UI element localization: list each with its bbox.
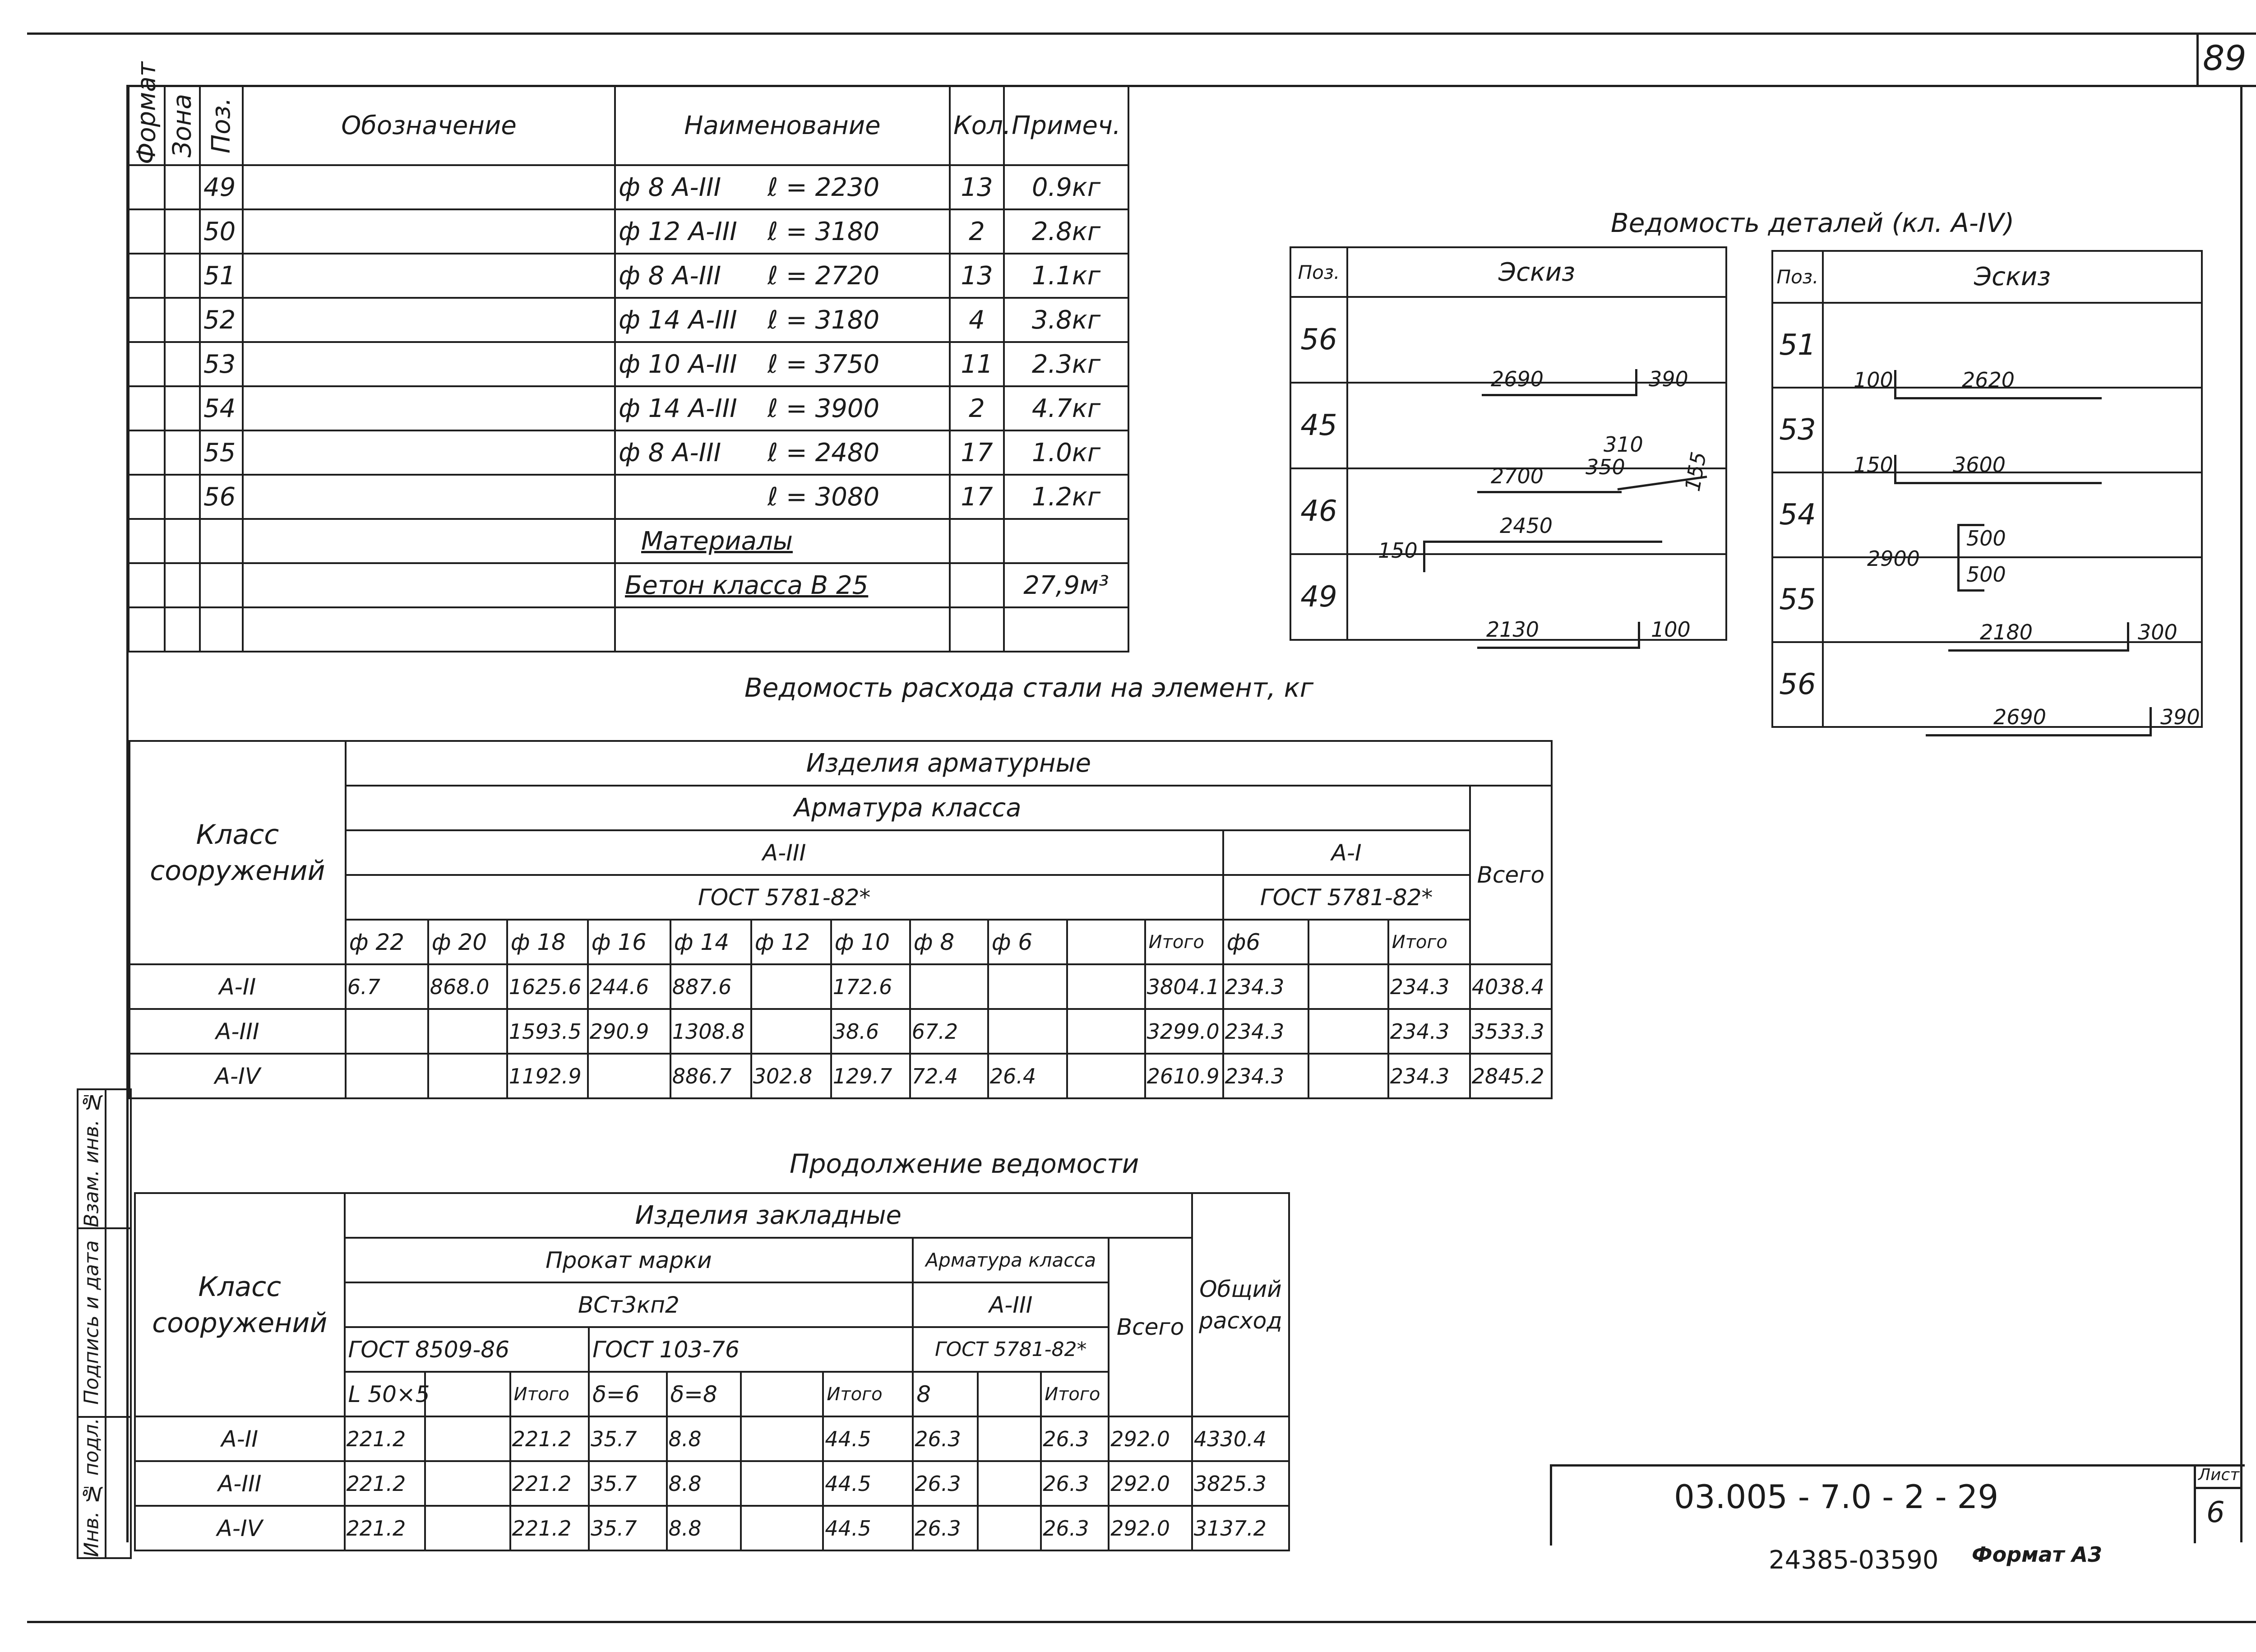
materials-label: Материалы (615, 519, 950, 563)
steel-row (129, 964, 1552, 1009)
spec-qty: 17 (950, 430, 1004, 475)
steel-col-header: ф 20 (428, 920, 507, 964)
cont-cell (425, 1416, 510, 1461)
steel-row (129, 1009, 1552, 1054)
cont-cell: 292.0 (1109, 1416, 1192, 1461)
steel-cell: 234.3 (1223, 1054, 1308, 1098)
cont-rebar-header: Арматура класса (913, 1238, 1109, 1282)
steel-cell: 1308.8 (670, 1009, 751, 1054)
steel-cell: 234.3 (1223, 1009, 1308, 1054)
cont-cell: 26.3 (1041, 1506, 1109, 1550)
cont-cell: 26.3 (913, 1506, 978, 1550)
spec-name: ф 8 А-III ℓ = 2720 (615, 254, 950, 298)
cont-cell: 221.2 (345, 1506, 425, 1550)
cont-cell: 221.2 (510, 1506, 589, 1550)
spec-note: 2.3кг (1004, 342, 1128, 386)
steel-cell: 3299.0 (1145, 1009, 1223, 1054)
spec-note: 3.8кг (1004, 298, 1128, 342)
detail-sketch: 100 2620 (1823, 303, 2202, 388)
spec-name: ф 8 А-III ℓ = 2230 (615, 165, 950, 209)
spec-row (129, 298, 1128, 342)
cont-gost-1: ГОСТ 8509-86 (345, 1327, 589, 1372)
steel-cell: 38.6 (831, 1009, 910, 1054)
cont-cell: 3137.2 (1192, 1506, 1289, 1550)
spec-row (129, 254, 1128, 298)
cont-cell: 292.0 (1109, 1506, 1192, 1550)
spec-note: 1.2кг (1004, 475, 1128, 519)
steel-cell (1067, 964, 1145, 1009)
col-pos: Поз. (200, 86, 243, 165)
cont-col-header (425, 1372, 510, 1416)
steel-col-header: ф 16 (588, 920, 670, 964)
spec-row (129, 475, 1128, 519)
cont-rebar-class: А-III (913, 1282, 1109, 1327)
cont-cell: 44.5 (823, 1416, 913, 1461)
spec-name: ф 8 А-III ℓ = 2480 (615, 430, 950, 475)
cont-col-header: Итого (510, 1372, 589, 1416)
steel-cell (1067, 1009, 1145, 1054)
sheet-list-number: 6 (2206, 1496, 2225, 1529)
cont-cell: 26.3 (1041, 1416, 1109, 1461)
cont-cell: 4330.4 (1192, 1416, 1289, 1461)
spec-qty: 17 (950, 475, 1004, 519)
spec-row (129, 386, 1128, 430)
sheet-list-divider (2194, 1487, 2242, 1489)
cont-group-header: Изделия закладные (345, 1193, 1192, 1238)
steel-col-header: ф 10 (831, 920, 910, 964)
doc-code: 03.005 - 7.0 - 2 - 29 (1674, 1478, 1999, 1516)
col-zone: Зона (165, 86, 200, 165)
steel-cell: 1593.5 (507, 1009, 588, 1054)
details-sketch-header: Эскиз (1823, 251, 2202, 303)
cont-overall-header: Общий расход (1192, 1193, 1289, 1416)
steel-row-class: А-IV (129, 1054, 346, 1098)
col-note: Примеч. (1004, 86, 1128, 165)
spec-pos: 54 (200, 386, 243, 430)
steel-title: Ведомость расхода стали на элемент, кг (744, 672, 1314, 703)
cont-cell: 221.2 (345, 1416, 425, 1461)
spec-note: 0.9кг (1004, 165, 1128, 209)
spec-pos: 49 (200, 165, 243, 209)
spec-qty: 13 (950, 165, 1004, 209)
cont-total-header: Всего (1109, 1238, 1192, 1416)
steel-cell: 67.2 (910, 1009, 988, 1054)
spec-note: 2.8кг (1004, 209, 1128, 254)
cont-col-header: Итого (823, 1372, 913, 1416)
detail-pos: 46 (1290, 468, 1347, 554)
steel-col-header: ф 6 (988, 920, 1067, 964)
cont-cell: 8.8 (667, 1461, 741, 1506)
steel-cell (346, 1009, 428, 1054)
specification-table (128, 61, 1129, 652)
bottom-border-line (27, 1621, 2256, 1623)
cont-cell (425, 1506, 510, 1550)
cont-cell: 44.5 (823, 1506, 913, 1550)
steel-cell: 6.7 (346, 964, 428, 1009)
steel-subgroup-header: Арматура класса (346, 786, 1470, 830)
cont-cell: 35.7 (589, 1416, 666, 1461)
cont-steel-grade: ВСт3кп2 (345, 1282, 913, 1327)
spec-pos: 55 (200, 430, 243, 475)
sheet-list-label: Лист (2198, 1466, 2240, 1484)
cont-cell: 26.3 (913, 1416, 978, 1461)
cont-cell (978, 1416, 1041, 1461)
spec-pos: 53 (200, 342, 243, 386)
steel-cell: 3804.1 (1145, 964, 1223, 1009)
cont-cell: 35.7 (589, 1461, 666, 1506)
spec-note: 1.0кг (1004, 430, 1128, 475)
details-pos-header: Поз. (1772, 251, 1823, 303)
details-pos-header: Поз. (1290, 247, 1347, 297)
spec-row (129, 165, 1128, 209)
col-name: Наименование (615, 86, 950, 165)
steel-cell: 72.4 (910, 1054, 988, 1098)
steel-col-header: Итого (1388, 920, 1470, 964)
steel-gost-a3: ГОСТ 5781-82* (346, 875, 1223, 920)
steel-cell (988, 964, 1067, 1009)
cont-row (135, 1461, 1289, 1506)
spec-row (129, 342, 1128, 386)
spec-name: ф 14 А-III ℓ = 3900 (615, 386, 950, 430)
spec-qty: 2 (950, 209, 1004, 254)
steel-class-a1: А-I (1223, 830, 1470, 875)
steel-cell: 244.6 (588, 964, 670, 1009)
spec-qty: 2 (950, 386, 1004, 430)
detail-pos: 56 (1772, 642, 1823, 727)
steel-class-a3: А-III (346, 830, 1223, 875)
spec-pos: 51 (200, 254, 243, 298)
cont-cell: 8.8 (667, 1506, 741, 1550)
steel-group-header: Изделия арматурные (346, 741, 1552, 786)
steel-cell: 886.7 (670, 1054, 751, 1098)
cont-col-header (978, 1372, 1041, 1416)
steel-row-class: А-II (129, 964, 346, 1009)
details-sketch-header: Эскиз (1347, 247, 1726, 297)
page-number: 89 (2203, 38, 2247, 78)
steel-cell: 234.3 (1223, 964, 1308, 1009)
cont-cell: 3825.3 (1192, 1461, 1289, 1506)
steel-cell: 290.9 (588, 1009, 670, 1054)
cont-row (135, 1506, 1289, 1550)
details-title: Ведомость деталей (кл. А-IV) (1611, 208, 2015, 238)
steel-cell (1308, 964, 1388, 1009)
cont-row-class: А-III (135, 1461, 345, 1506)
steel-cell (751, 1009, 831, 1054)
cont-rolled-header: Прокат марки (345, 1238, 913, 1282)
cont-col-header: 8 (913, 1372, 978, 1416)
steel-col-header: ф 14 (670, 920, 751, 964)
cont-cell: 221.2 (510, 1461, 589, 1506)
steel-class-header: Класс сооружений (129, 741, 346, 964)
steel-col-header (1308, 920, 1388, 964)
steel-cell (1308, 1009, 1388, 1054)
steel-cell (1067, 1054, 1145, 1098)
steel-cell: 1192.9 (507, 1054, 588, 1098)
cont-col-header (741, 1372, 823, 1416)
cont-cell: 292.0 (1109, 1461, 1192, 1506)
steel-cell (988, 1009, 1067, 1054)
steel-total-header: Всего (1470, 786, 1552, 964)
steel-col-header: ф 22 (346, 920, 428, 964)
cont-col-header: δ=8 (667, 1372, 741, 1416)
col-designation: Обозначение (243, 86, 615, 165)
cont-cell (978, 1461, 1041, 1506)
steel-cell: 234.3 (1388, 964, 1470, 1009)
steel-cell: 3533.3 (1470, 1009, 1552, 1054)
detail-pos: 53 (1772, 388, 1823, 472)
spec-row (129, 209, 1128, 254)
cont-gost-2: ГОСТ 103-76 (589, 1327, 913, 1372)
spec-qty: 11 (950, 342, 1004, 386)
steel-cell (428, 1009, 507, 1054)
detail-sketch: 2690 390 (1347, 297, 1726, 383)
steel-cell: 2610.9 (1145, 1054, 1223, 1098)
steel-table (129, 740, 1553, 1099)
spec-note: 4.7кг (1004, 386, 1128, 430)
side-stamp (77, 1088, 132, 1559)
spec-pos: 52 (200, 298, 243, 342)
format-label: Формат А3 (1972, 1542, 2103, 1567)
cont-cell: 26.3 (1041, 1461, 1109, 1506)
stamp-replace-inv: Взам. инв. № (78, 1089, 106, 1228)
detail-sketch: 2690 390 (1823, 642, 2202, 727)
steel-col-header: ф 12 (751, 920, 831, 964)
cont-cell: 35.7 (589, 1506, 666, 1550)
cont-class-header: Класс сооружений (135, 1193, 345, 1416)
steel-col-header: ф6 (1223, 920, 1308, 964)
spec-name: ф 10 А-III ℓ = 3750 (615, 342, 950, 386)
steel-cell: 234.3 (1388, 1054, 1470, 1098)
stamp-original-inv: Инв. № подл. (78, 1417, 106, 1558)
cont-gost-3: ГОСТ 5781-82* (913, 1327, 1109, 1372)
steel-gost-a1: ГОСТ 5781-82* (1223, 875, 1470, 920)
steel-cell: 1625.6 (507, 964, 588, 1009)
cont-cell: 26.3 (913, 1461, 978, 1506)
steel-row (129, 1054, 1552, 1098)
archive-number: 24385-03590 (1769, 1546, 1939, 1575)
steel-cell: 302.8 (751, 1054, 831, 1098)
detail-sketch: 2700 350 310 155 (1347, 383, 1726, 468)
detail-sketch: 2180 300 (1823, 557, 2202, 642)
steel-row-class: А-III (129, 1009, 346, 1054)
steel-cell: 26.4 (988, 1054, 1067, 1098)
detail-pos: 45 (1290, 383, 1347, 468)
spec-note: 1.1кг (1004, 254, 1128, 298)
continuation-table (134, 1192, 1290, 1551)
frame-right-line (2240, 85, 2242, 1542)
steel-col-header (1067, 920, 1145, 964)
detail-sketch: 150 3600 (1823, 388, 2202, 472)
steel-cell: 887.6 (670, 964, 751, 1009)
top-border-line (27, 32, 2256, 35)
detail-pos: 51 (1772, 303, 1823, 388)
spec-pos: 56 (200, 475, 243, 519)
cont-cell: 221.2 (345, 1461, 425, 1506)
cont-cell (741, 1506, 823, 1550)
cont-cell: 44.5 (823, 1461, 913, 1506)
steel-cell: 129.7 (831, 1054, 910, 1098)
cont-col-header: δ=6 (589, 1372, 666, 1416)
steel-cell (346, 1054, 428, 1098)
stamp-signature-date: Подпись и дата (78, 1228, 106, 1417)
steel-cell (910, 964, 988, 1009)
cont-row-class: А-IV (135, 1506, 345, 1550)
steel-col-header: ф 18 (507, 920, 588, 964)
detail-sketch: 2130 100 (1347, 554, 1726, 640)
steel-col-header: ф 8 (910, 920, 988, 964)
cont-row-class: А-II (135, 1416, 345, 1461)
spec-name: ф 12 А-III ℓ = 3180 (615, 209, 950, 254)
cont-cell (978, 1506, 1041, 1550)
steel-cell: 2845.2 (1470, 1054, 1552, 1098)
spec-pos: 50 (200, 209, 243, 254)
spec-row (129, 430, 1128, 475)
steel-col-header: Итого (1145, 920, 1223, 964)
cont-col-header: L 50×5 (345, 1372, 425, 1416)
detail-sketch: 150 2450 (1347, 468, 1726, 554)
cont-cell (741, 1416, 823, 1461)
steel-cell: 4038.4 (1470, 964, 1552, 1009)
detail-pos: 54 (1772, 472, 1823, 557)
details-table-right (1771, 250, 2203, 728)
cont-cell (741, 1461, 823, 1506)
cont-cell (425, 1461, 510, 1506)
spec-name: ℓ = 3080 (615, 475, 950, 519)
detail-sketch: 2900 500 500 (1823, 472, 2202, 557)
spec-qty: 4 (950, 298, 1004, 342)
continuation-title: Продолжение ведомости (790, 1148, 1139, 1179)
spec-name: ф 14 А-III ℓ = 3180 (615, 298, 950, 342)
steel-cell: 868.0 (428, 964, 507, 1009)
cont-col-header: Итого (1041, 1372, 1109, 1416)
concrete-volume: 27,9м³ (1004, 563, 1128, 607)
details-table-left (1290, 246, 1727, 641)
steel-cell: 234.3 (1388, 1009, 1470, 1054)
cont-cell: 221.2 (510, 1416, 589, 1461)
detail-pos: 56 (1290, 297, 1347, 383)
steel-cell (751, 964, 831, 1009)
concrete-label: Бетон класса В 25 (615, 563, 950, 607)
cont-row (135, 1416, 1289, 1461)
col-qty: Кол. (950, 86, 1004, 165)
steel-cell (588, 1054, 670, 1098)
detail-pos: 49 (1290, 554, 1347, 640)
cont-cell: 8.8 (667, 1416, 741, 1461)
steel-cell: 172.6 (831, 964, 910, 1009)
detail-pos: 55 (1772, 557, 1823, 642)
spec-qty: 13 (950, 254, 1004, 298)
col-format: Формат (129, 86, 165, 165)
steel-cell (428, 1054, 507, 1098)
steel-cell (1308, 1054, 1388, 1098)
